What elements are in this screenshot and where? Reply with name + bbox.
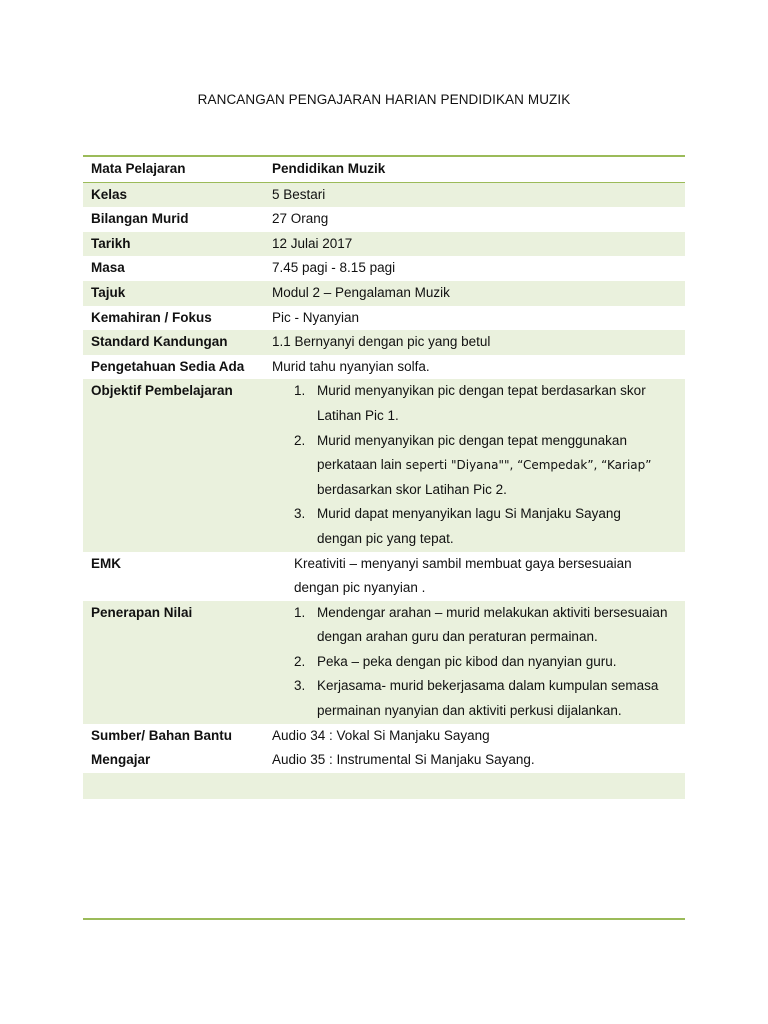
row-value [272,552,685,601]
table-row-emk [83,552,685,601]
table-row-values [83,601,685,724]
row-value [272,379,685,551]
table-row-prior-knowledge [83,355,685,380]
row-value: Pendidikan Muzik [272,161,386,176]
row-value: Murid tahu nyanyian solfa. [272,358,430,374]
page-title: RANCANGAN PENGAJARAN HARIAN PENDIDIKAN MUZIK [197,92,571,107]
table-row-time [83,256,685,281]
list-number: 2. [294,432,306,448]
row-value: 12 Julai 2017 [272,235,353,251]
list-text: Mendengar arahan – murid melakukan aktiviti bersesuaian [317,604,668,620]
list-text: Murid dapat menyanyikan lagu Si Manjaku Sayang [317,506,621,522]
row-label: Kelas [91,186,128,202]
row-value [272,601,685,724]
row-value: 5 Bestari [272,186,326,202]
row-label: Standard Kandungan [91,334,228,350]
emk-text: Kreativiti – menyanyi sambil membuat gaya bersesuaian [294,555,632,571]
row-label: Masa [91,260,125,276]
row-label: EMK [91,555,121,571]
row-label: Tarikh [91,235,131,251]
emk-text: dengan pic nyanyian . [294,580,426,596]
row-label: Tajuk [91,284,126,300]
row-label: Pengetahuan Sedia Ada [91,358,245,374]
list-item [294,674,685,723]
table-row-resources [83,724,685,773]
list-number: 1. [294,604,306,620]
list-text: perkataan lain [317,457,406,473]
resources-label: Sumber/ Bahan Bantu [91,727,233,743]
row-label [83,724,272,773]
row-value: Pic - Nyanyian [272,309,360,325]
list-item [294,429,685,503]
bottom-divider [83,918,685,920]
values-list [272,601,685,724]
row-value: Modul 2 – Pengalaman Muzik [272,284,450,300]
table-row-standard [83,330,685,355]
row-label: Bilangan Murid [91,211,189,227]
objectives-list [272,379,685,551]
list-item [294,379,685,428]
list-item [294,502,685,551]
list-text: Latihan Pic 1. [317,407,399,423]
list-text: Kerjasama- murid bekerjasama dalam kumpulan semasa [317,678,659,694]
row-value [272,724,685,773]
table-row-date [83,232,685,257]
list-item [294,601,685,650]
list-number: 3. [294,506,306,522]
table-row-students [83,207,685,232]
table-row-topic [83,281,685,306]
table-row-empty [83,773,685,799]
list-number: 1. [294,383,306,399]
list-number: 3. [294,678,306,694]
list-text: berdasarkan skor Latihan Pic 2. [317,481,507,497]
row-label: Mata Pelajaran [91,161,186,176]
lesson-plan-table [83,155,685,799]
row-label: Objektif Pembelajaran [91,383,233,399]
row-value: 1.1 Bernyanyi dengan pic yang betul [272,334,491,350]
list-item [294,650,685,675]
row-value: 27 Orang [272,211,329,227]
table-row-objectives [83,379,685,551]
table-row-class [83,183,685,208]
table-row-skill [83,306,685,331]
list-number: 2. [294,653,306,669]
row-value: 7.45 pagi - 8.15 pagi [272,260,396,276]
row-label: Penerapan Nilai [91,604,193,620]
list-text: Peka – peka dengan pic kibod dan nyanyian guru. [317,653,617,669]
list-text: dengan arahan guru dan peraturan permainan. [317,629,598,645]
resources-text: Audio 35 : Instrumental Si Manjaku Sayang. [272,752,535,768]
list-text: seperti "Diyana"", “Cempedak”, “Kariap” [405,458,652,473]
list-text: dengan pic yang tepat. [317,530,454,546]
list-text: Murid menyanyikan pic dengan tepat menggunakan [317,432,627,448]
resources-label: Mengajar [91,752,151,768]
list-text: permainan nyanyian dan aktiviti perkusi dijalankan. [317,703,622,719]
row-label: Kemahiran / Fokus [91,309,212,325]
resources-text: Audio 34 : Vokal Si Manjaku Sayang [272,727,490,743]
table-row-subject [83,157,685,183]
list-text: Murid menyanyikan pic dengan tepat berdasarkan skor [317,383,646,399]
